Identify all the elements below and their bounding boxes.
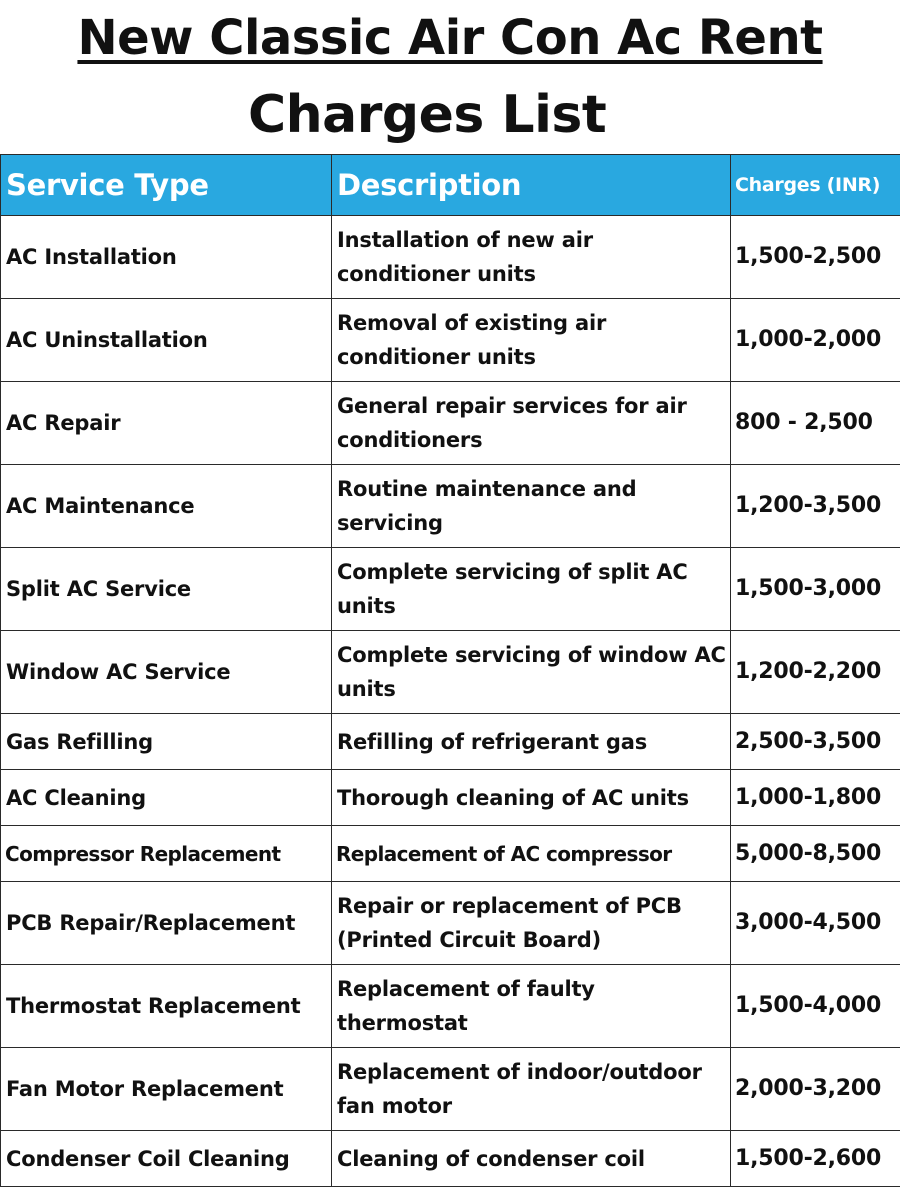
charges-cell: 1,500-2,500 (731, 216, 900, 299)
description-cell: Replacement of indoor/outdoor fan motor (332, 1048, 731, 1131)
description-cell: Refilling of refrigerant gas (332, 714, 731, 770)
table-row (1, 965, 900, 1048)
charges-cell: 3,000-4,500 (731, 882, 900, 965)
charges-cell: 800 - 2,500 (731, 382, 900, 465)
page-title: New Classic Air Con Ac Rent (77, 10, 823, 66)
service-cell: PCB Repair/Replacement (1, 882, 332, 965)
charges-cell: 1,200-3,500 (731, 465, 900, 548)
table-row (1, 1048, 900, 1131)
charges-cell: 5,000-8,500 (731, 826, 900, 882)
charges-cell: 2,500-3,500 (731, 714, 900, 770)
table-row (1, 1131, 900, 1187)
service-cell: Thermostat Replacement (1, 965, 332, 1048)
service-cell: Gas Refilling (1, 714, 332, 770)
table-row (1, 882, 900, 965)
description-cell: General repair services for air conditioners (332, 382, 731, 465)
service-cell: Condenser Coil Cleaning (1, 1131, 332, 1187)
header-service-type: Service Type (1, 155, 332, 216)
table-row (1, 299, 900, 382)
charges-cell: 1,500-4,000 (731, 965, 900, 1048)
service-cell: Split AC Service (1, 548, 332, 631)
service-cell: AC Cleaning (1, 770, 332, 826)
charges-cell: 1,000-1,800 (731, 770, 900, 826)
charges-table (0, 154, 900, 1187)
table-row (1, 714, 900, 770)
header-charges: Charges (INR) (731, 155, 900, 216)
description-cell: Repair or replacement of PCB (Printed Circuit Board) (332, 882, 731, 965)
charges-cell: 1,500-2,600 (731, 1131, 900, 1187)
description-cell: Thorough cleaning of AC units (332, 770, 731, 826)
table-header-row (1, 155, 900, 216)
table-row (1, 382, 900, 465)
header-description: Description (332, 155, 731, 216)
service-cell: AC Repair (1, 382, 332, 465)
charges-cell: 1,500-3,000 (731, 548, 900, 631)
description-cell: Complete servicing of window AC units (332, 631, 731, 714)
service-cell: AC Maintenance (1, 465, 332, 548)
description-cell: Removal of existing air conditioner units (332, 299, 731, 382)
table-row (1, 770, 900, 826)
description-cell: Routine maintenance and servicing (332, 465, 731, 548)
description-cell: Replacement of faulty thermostat (332, 965, 731, 1048)
charges-cell: 2,000-3,200 (731, 1048, 900, 1131)
page-subtitle: Charges List (248, 85, 607, 145)
table-row (1, 216, 900, 299)
table-row (1, 631, 900, 714)
service-cell: AC Uninstallation (1, 299, 332, 382)
charges-cell: 1,200-2,200 (731, 631, 900, 714)
service-cell: Compressor Replacement (1, 826, 332, 882)
description-cell: Cleaning of condenser coil (332, 1131, 731, 1187)
title-block (0, 0, 900, 154)
description-cell: Installation of new air conditioner units (332, 216, 731, 299)
table-row (1, 548, 900, 631)
service-cell: AC Installation (1, 216, 332, 299)
service-cell: Fan Motor Replacement (1, 1048, 332, 1131)
table-row (1, 465, 900, 548)
description-cell: Replacement of AC compressor (332, 826, 731, 882)
description-cell: Complete servicing of split AC units (332, 548, 731, 631)
charges-cell: 1,000-2,000 (731, 299, 900, 382)
service-cell: Window AC Service (1, 631, 332, 714)
table-row (1, 826, 900, 882)
